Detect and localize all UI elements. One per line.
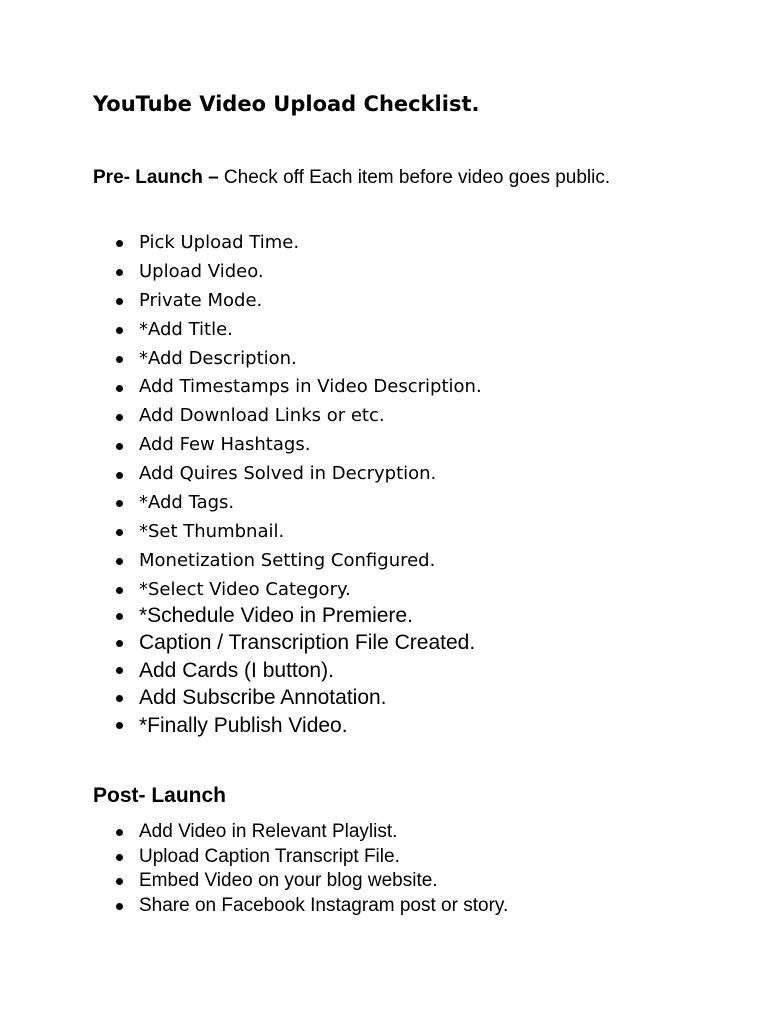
list-item-text: *Add Tags. (139, 492, 235, 514)
post-launch-heading: Post- Launch (93, 784, 227, 807)
list-item (0, 684, 475, 711)
bullet-icon (116, 558, 123, 565)
bullet-icon (116, 500, 123, 507)
list-item (0, 258, 482, 287)
pre-launch-description: Check off Each item before video goes public. (218, 167, 611, 188)
bullet-icon (116, 443, 123, 450)
bullet-icon (116, 878, 123, 885)
list-item (0, 894, 508, 919)
list-item (0, 712, 475, 739)
list-item (0, 460, 482, 489)
post-launch-checklist (0, 820, 508, 918)
pre-launch-intro (93, 166, 610, 190)
list-item (0, 820, 508, 845)
list-item (0, 845, 508, 870)
list-item-text: *Schedule Video in Premiere. (139, 604, 413, 627)
list-item-text: Pick Upload Time. (139, 232, 300, 253)
pre-launch-label: Pre- Launch – (93, 167, 219, 188)
bullet-icon (116, 240, 123, 247)
list-item (0, 345, 482, 374)
list-item (0, 547, 482, 576)
list-item-text: *Add Title. (139, 318, 233, 340)
bullet-icon (116, 667, 123, 674)
pre-launch-checklist-b (0, 602, 475, 739)
list-item-text: Monetization Setting Configured. (139, 549, 436, 571)
list-item (0, 576, 482, 605)
bullet-icon (116, 385, 123, 392)
bullet-icon (116, 298, 123, 305)
bullet-icon (116, 829, 123, 836)
list-item-text: Add Subscribe Annotation. (139, 686, 387, 710)
list-item-text: Add Few Hashtags. (139, 434, 311, 456)
list-item-text: Share on Facebook Instagram post or story. (139, 894, 509, 916)
bullet-icon (116, 414, 123, 421)
bullet-icon (116, 722, 123, 729)
bullet-icon (116, 613, 123, 620)
list-item (0, 402, 482, 431)
list-item-text: Add Timestamps in Video Description. (139, 376, 482, 398)
bullet-icon (116, 269, 123, 276)
list-item (0, 229, 482, 258)
bullet-icon (116, 472, 123, 479)
list-item (0, 431, 482, 460)
list-item-text: Add Quires Solved in Decryption. (139, 463, 437, 485)
list-item (0, 518, 482, 547)
list-item (0, 657, 475, 684)
list-item-text: Upload Video. (139, 260, 264, 282)
list-item-text: *Add Description. (139, 347, 297, 369)
bullet-icon (116, 854, 123, 861)
bullet-icon (116, 640, 123, 647)
bullet-icon (116, 529, 123, 536)
document-title: YouTube Video Upload Checklist. (93, 92, 480, 116)
bullet-icon (116, 587, 123, 594)
bullet-icon (116, 356, 123, 363)
list-item (0, 629, 475, 656)
list-item-text: Caption / Transcription File Created. (139, 631, 476, 655)
bullet-icon (116, 327, 123, 334)
list-item (0, 602, 475, 629)
pre-launch-checklist-a (0, 229, 482, 605)
list-item-text: Add Video in Relevant Playlist. (139, 821, 398, 842)
list-item (0, 316, 482, 345)
list-item (0, 373, 482, 402)
list-item-text: *Finally Publish Video. (139, 713, 348, 737)
list-item-text: Add Download Links or etc. (139, 405, 385, 427)
list-item-text: Embed Video on your blog website. (139, 870, 438, 891)
bullet-icon (116, 695, 123, 702)
list-item-text: Add Cards (I button). (139, 658, 334, 682)
list-item-text: *Set Thumbnail. (139, 520, 285, 542)
list-item (0, 287, 482, 316)
list-item (0, 869, 508, 894)
list-item-text: Upload Caption Transcript File. (139, 845, 400, 867)
list-item-text: Private Mode. (139, 289, 263, 311)
list-item (0, 489, 482, 518)
list-item-text: *Select Video Category. (139, 578, 351, 600)
bullet-icon (116, 903, 123, 910)
